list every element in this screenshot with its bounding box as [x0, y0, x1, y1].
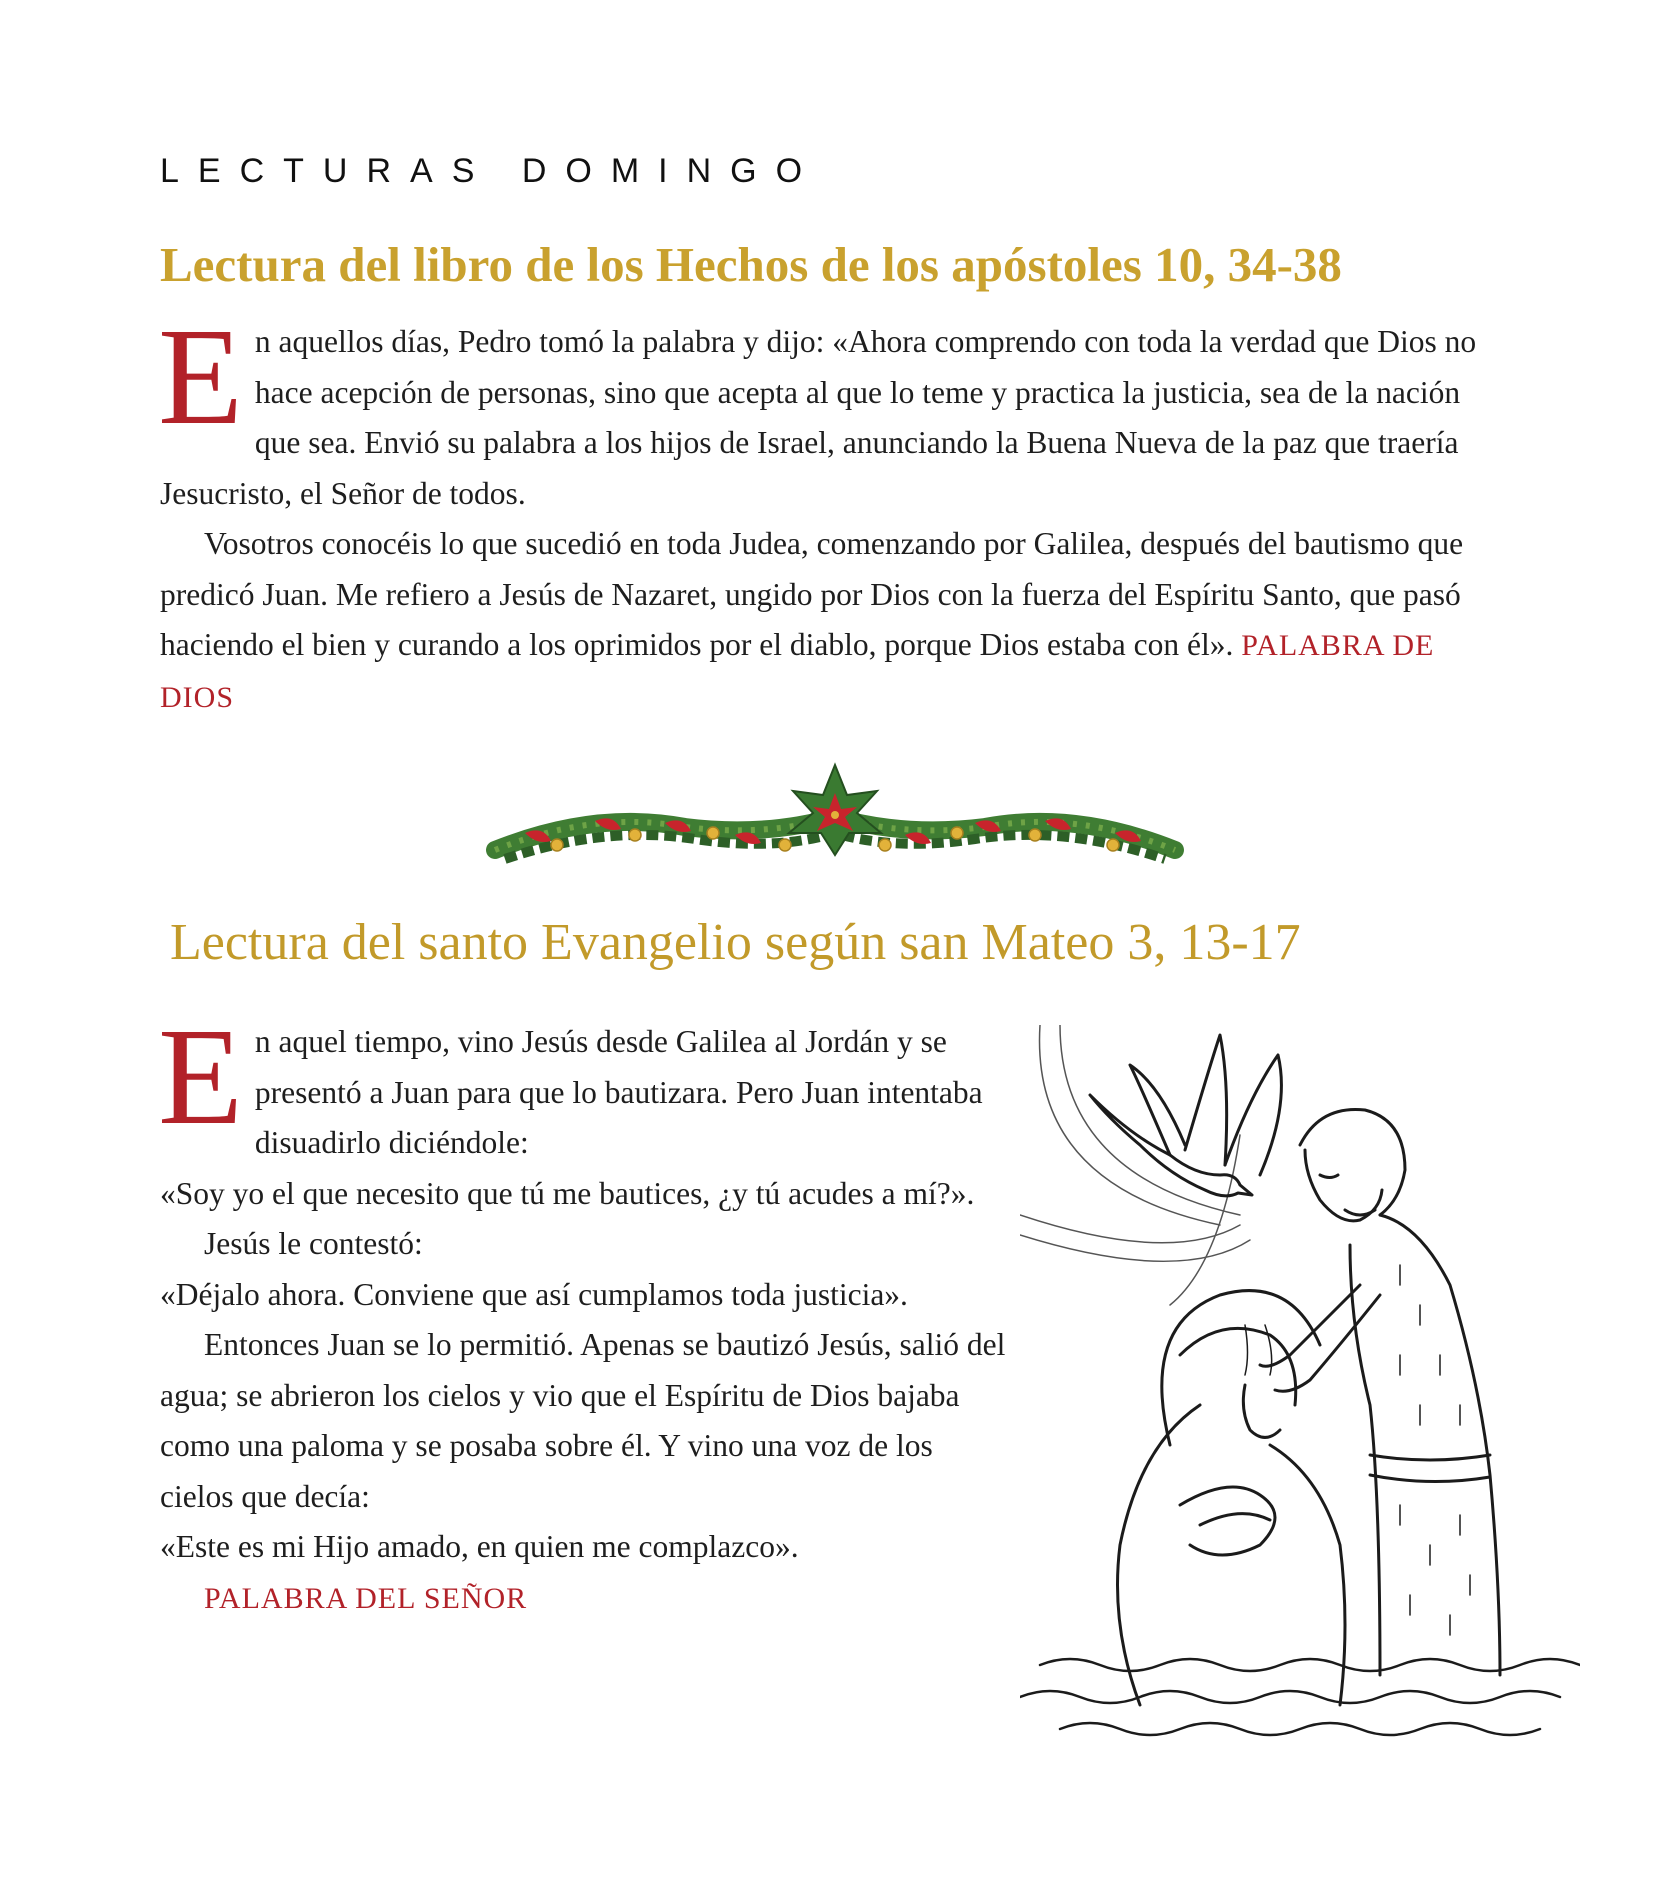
reading1-paragraph: n aquellos días, Pedro tomó la palabra y dijo: «Ahora comprendo con toda la verdad que Dios no hace acepción de personas, sino que acepta al que lo teme y practica la justicia, sea de la nación que sea. Envió su palabra a los hijos de Israel, anunciando la Buena Nueva de la paz que traería Jesucristo, el Señor de todos.	[160, 324, 1477, 511]
reading2-quote: «Este es mi Hijo amado, en quien me complazco».	[160, 1529, 799, 1564]
reading1-body	[158, 300, 1510, 723]
dropcap: E	[158, 300, 243, 454]
section-kicker: LECTURAS DOMINGO	[160, 152, 822, 190]
reading2-quote: «Déjalo ahora. Conviene que así cumplamos toda justicia».	[160, 1276, 908, 1312]
reading2-body	[158, 1000, 1010, 1624]
reading2-quote: «Soy yo el que necesito que tú me bautices, ¿y tú acudes a mí?».	[160, 1175, 975, 1211]
jesus-figure	[1118, 1291, 1346, 1705]
baptism-illustration	[1020, 1025, 1580, 1765]
reading2-title: Lectura del santo Evangelio según san Mateo 3, 13-17	[170, 914, 1301, 971]
reading2-paragraph: Jesús le contestó:	[204, 1226, 423, 1261]
closing-acclamation: PALABRA DEL SEÑOR	[204, 1581, 528, 1615]
reading1-paragraph: Vosotros conocéis lo que sucedió en toda Judea, comenzando por Galilea, después del bautismo que predicó Juan. Me refiero a Jesús de Nazaret, ungido por Dios con la fuerza del Espíritu Santo, que pasó haciendo el bien y curando a los oprimidos por el diablo, porque Dios estaba con él».	[160, 526, 1464, 662]
reading2-paragraph: Entonces Juan se lo permitió. Apenas se bautizó Jesús, salió del agua; se abrieron los cielos y vio que el Espíritu de Dios bajaba como una paloma y se posaba sobre él. Y vino una voz de los cielos que decía:	[160, 1327, 1006, 1514]
reading1-title: Lectura del libro de los Hechos de los apóstoles 10, 34-38	[160, 237, 1342, 292]
closing-acclamation: PALABRA DE DIOS	[160, 629, 1435, 714]
dropcap: E	[158, 1000, 243, 1154]
water-lines	[1020, 1659, 1580, 1735]
dove-icon	[1090, 1035, 1281, 1196]
reading2-paragraph: n aquel tiempo, vino Jesús desde Galilea al Jordán y se presentó a Juan para que lo bautizara. Pero Juan intentaba disuadirlo diciéndole:	[254, 1024, 983, 1160]
christmas-garland-decoration	[485, 755, 1185, 885]
